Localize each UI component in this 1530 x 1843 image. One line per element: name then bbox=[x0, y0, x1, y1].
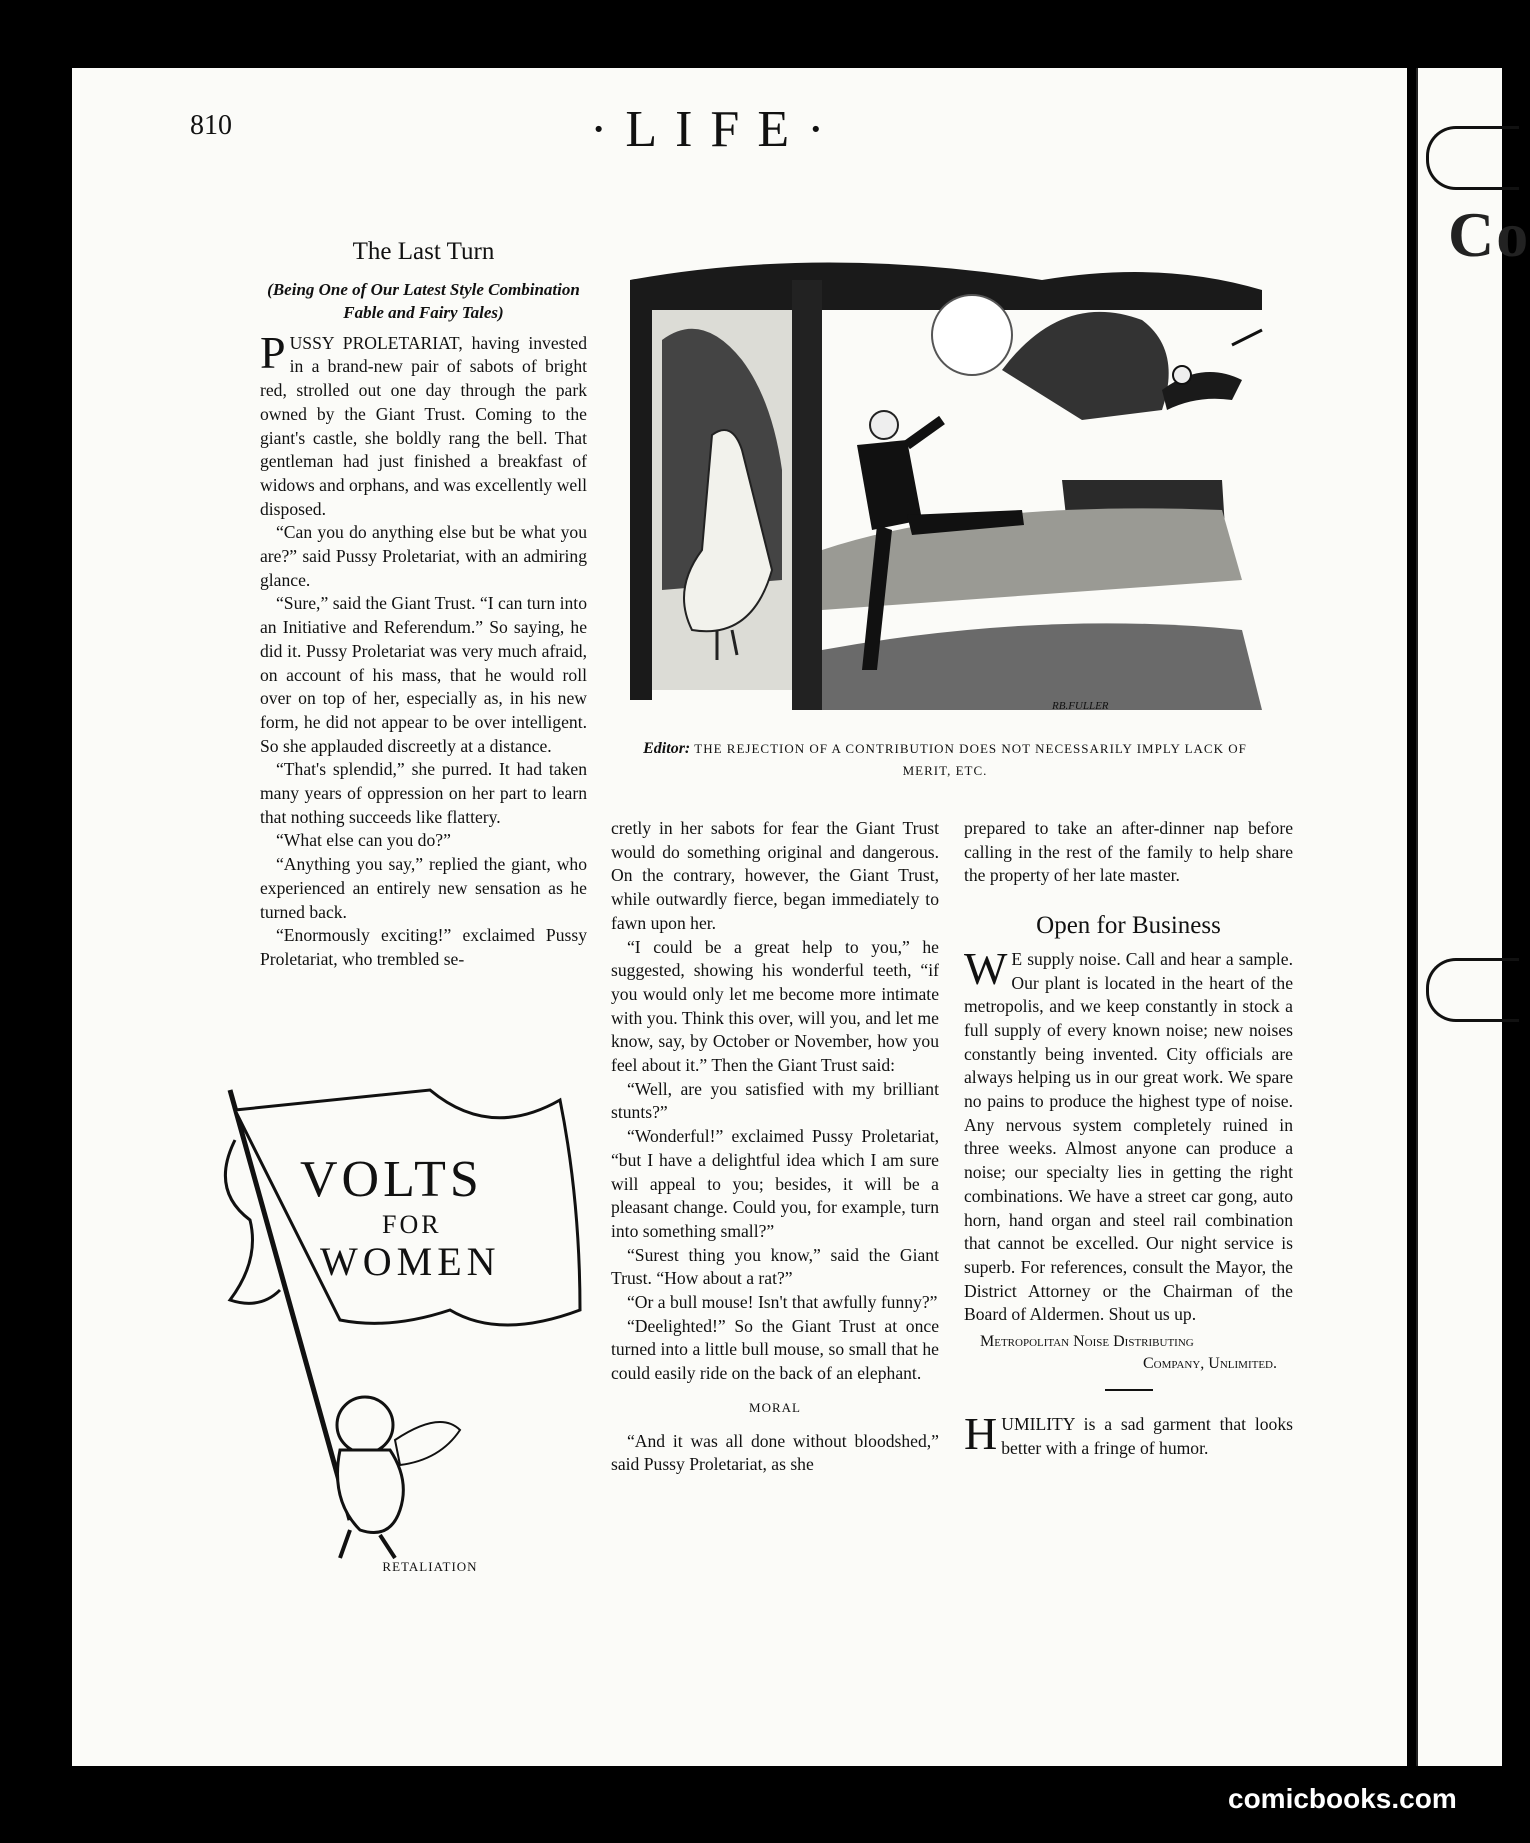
story-paragraph: “Enormously exciting!” exclaimed Pussy Proletariat, who trembled se- bbox=[260, 925, 587, 969]
story-paragraph: “Wonderful!” exclaimed Pussy Proletariat, “but I have a delightful idea which I am sure will appeal to you; besides, it will be a pleasant change. Could you, for example, turn into something small?” bbox=[611, 1126, 939, 1241]
moral-text: “And it was all done without bloodshed,” said Pussy Proletariat, as she bbox=[611, 1430, 939, 1475]
story-continuation: prepared to take an after-dinner nap before calling in the rest of the family to help share the property of her late master. bbox=[964, 818, 1293, 886]
moral-heading: MORAL bbox=[749, 1399, 801, 1415]
caption-text: THE REJECTION OF A CONTRIBUTION DOES NOT NECESSARILY IMPLY LACK OF MERIT, ETC. bbox=[694, 741, 1247, 778]
story-paragraph: cretly in her sabots for fear the Giant Trust would do something original and dangerous. On the contrary, however, the Giant Trust, while outwardly fierce, began immediately to fawn upon her. bbox=[611, 818, 939, 933]
story-paragraph: “Deelighted!” So the Giant Trust at once turned into a little bull mouse, so small that he could easily ride on the back of an elephant. bbox=[611, 1315, 939, 1384]
story-paragraph: “Well, are you satisfied with my brilliant stunts?” bbox=[611, 1078, 939, 1123]
epigram: HUMILITY is a sad garment that looks better with a fringe of humor. bbox=[964, 1408, 1293, 1460]
story-subtitle: (Being One of Our Latest Style Combination Fable and Fairy Tales) bbox=[267, 279, 580, 322]
story-column-1 bbox=[260, 240, 587, 972]
illustration-caption bbox=[622, 738, 1268, 782]
banner-text-women: WOMEN bbox=[320, 1239, 501, 1284]
epigram-dropcap: H bbox=[964, 1408, 998, 1460]
banner-text-volts: VOLTS bbox=[300, 1151, 483, 1208]
section-divider bbox=[1105, 1389, 1153, 1391]
cartoon bbox=[200, 1080, 595, 1560]
story-dropcap: P bbox=[260, 326, 286, 378]
illustration bbox=[622, 250, 1268, 720]
story-paragraph: “Can you do anything else but be what you are?” said Pussy Proletariat, with an admiring glance. bbox=[260, 522, 587, 590]
story-paragraph: “Or a bull mouse! Isn't that awfully funny?” bbox=[627, 1292, 938, 1313]
story-paragraph: “Anything you say,” replied the giant, who experienced an entirely new sensation as he turned back. bbox=[260, 854, 587, 922]
facing-page-edge bbox=[1416, 68, 1530, 1766]
ad-title: Open for Business bbox=[1036, 912, 1221, 940]
ad-body: W E supply noise. Call and hear a sample. Our plant is located in the heart of the metropolis, and we keep constantly in stock a full supply of every known noise; new noises constantly being invented. City officials are always helping us in our great work. We spare no pains to produce the highest type of noise. Any nervous system completely ruined in three weeks. Almost anyone can produce a noise; our specialty lies in getting the right combinations. We have a street car gong, auto horn, hand organ and steel rail combination that cannot be excelled. Our night service is superb. For references, consult the Mayor, the District Attorney or the Chairman of the Board of Aldermen. Shout us up. bbox=[964, 942, 1293, 1325]
story-paragraph: “Sure,” said the Giant Trust. “I can turn into an Initiative and Referendum.” So saying, he did it. Pussy Proletariat was very much afraid, on account of his mass, that he would roll over on top of her, especially as, in his new form, he did not appear to be over intelligent. So she applauded discreetly at a distance. bbox=[260, 593, 587, 756]
story-paragraph: “What else can you do?” bbox=[276, 830, 451, 851]
story-column-2 bbox=[611, 817, 939, 1477]
facing-page-heading: Co bbox=[1448, 199, 1530, 270]
ad-signature-line1: Metropolitan Noise Distributing bbox=[980, 1333, 1194, 1351]
cartoon-caption: RETALIATION bbox=[382, 1559, 478, 1574]
ad-signature-line2: Company, Unlimited. bbox=[1142, 1355, 1277, 1373]
artist-signature: RB.FULLER bbox=[1052, 700, 1109, 712]
caption-speaker: Editor: bbox=[643, 740, 691, 757]
story-paragraph: “I could be a great help to you,” he suggested, showing his wonderful teeth, “if you would only let me become more intimate with you. Think this over, will you, and let me know, say, by October or November, how you feel about it.” Then the Giant Trust said: bbox=[611, 936, 939, 1076]
masthead: ·LIFE· bbox=[590, 101, 843, 158]
illustration-drawing bbox=[622, 250, 1268, 720]
story-title: The Last Turn bbox=[352, 238, 495, 265]
column-3 bbox=[964, 817, 1293, 1460]
story-paragraph: PUSSY PROLETARIAT, having invested in a brand-new pair of sabots of bright red, strolled out one day through the park owned by the Giant Trust. Coming to the giant's castle, she boldly rang the bell. That gentleman had just finished a breakfast of widows and orphans, and was excellently well disposed. bbox=[260, 326, 587, 519]
story-paragraph: “That's splendid,” she purred. It had taken many years of oppression on her part to learn that nothing succeeds like flattery. bbox=[260, 759, 587, 827]
page-number: 810 bbox=[190, 110, 232, 141]
ornament-scroll-top bbox=[1426, 126, 1519, 190]
ad-dropcap: W bbox=[964, 942, 1008, 994]
watermark: comicbooks.com bbox=[1228, 1783, 1457, 1814]
story-paragraph: “Surest thing you know,” said the Giant Trust. “How about a rat?” bbox=[611, 1244, 939, 1289]
banner-text-for: FOR bbox=[382, 1210, 442, 1239]
ornament-scroll-bottom bbox=[1426, 958, 1519, 1022]
